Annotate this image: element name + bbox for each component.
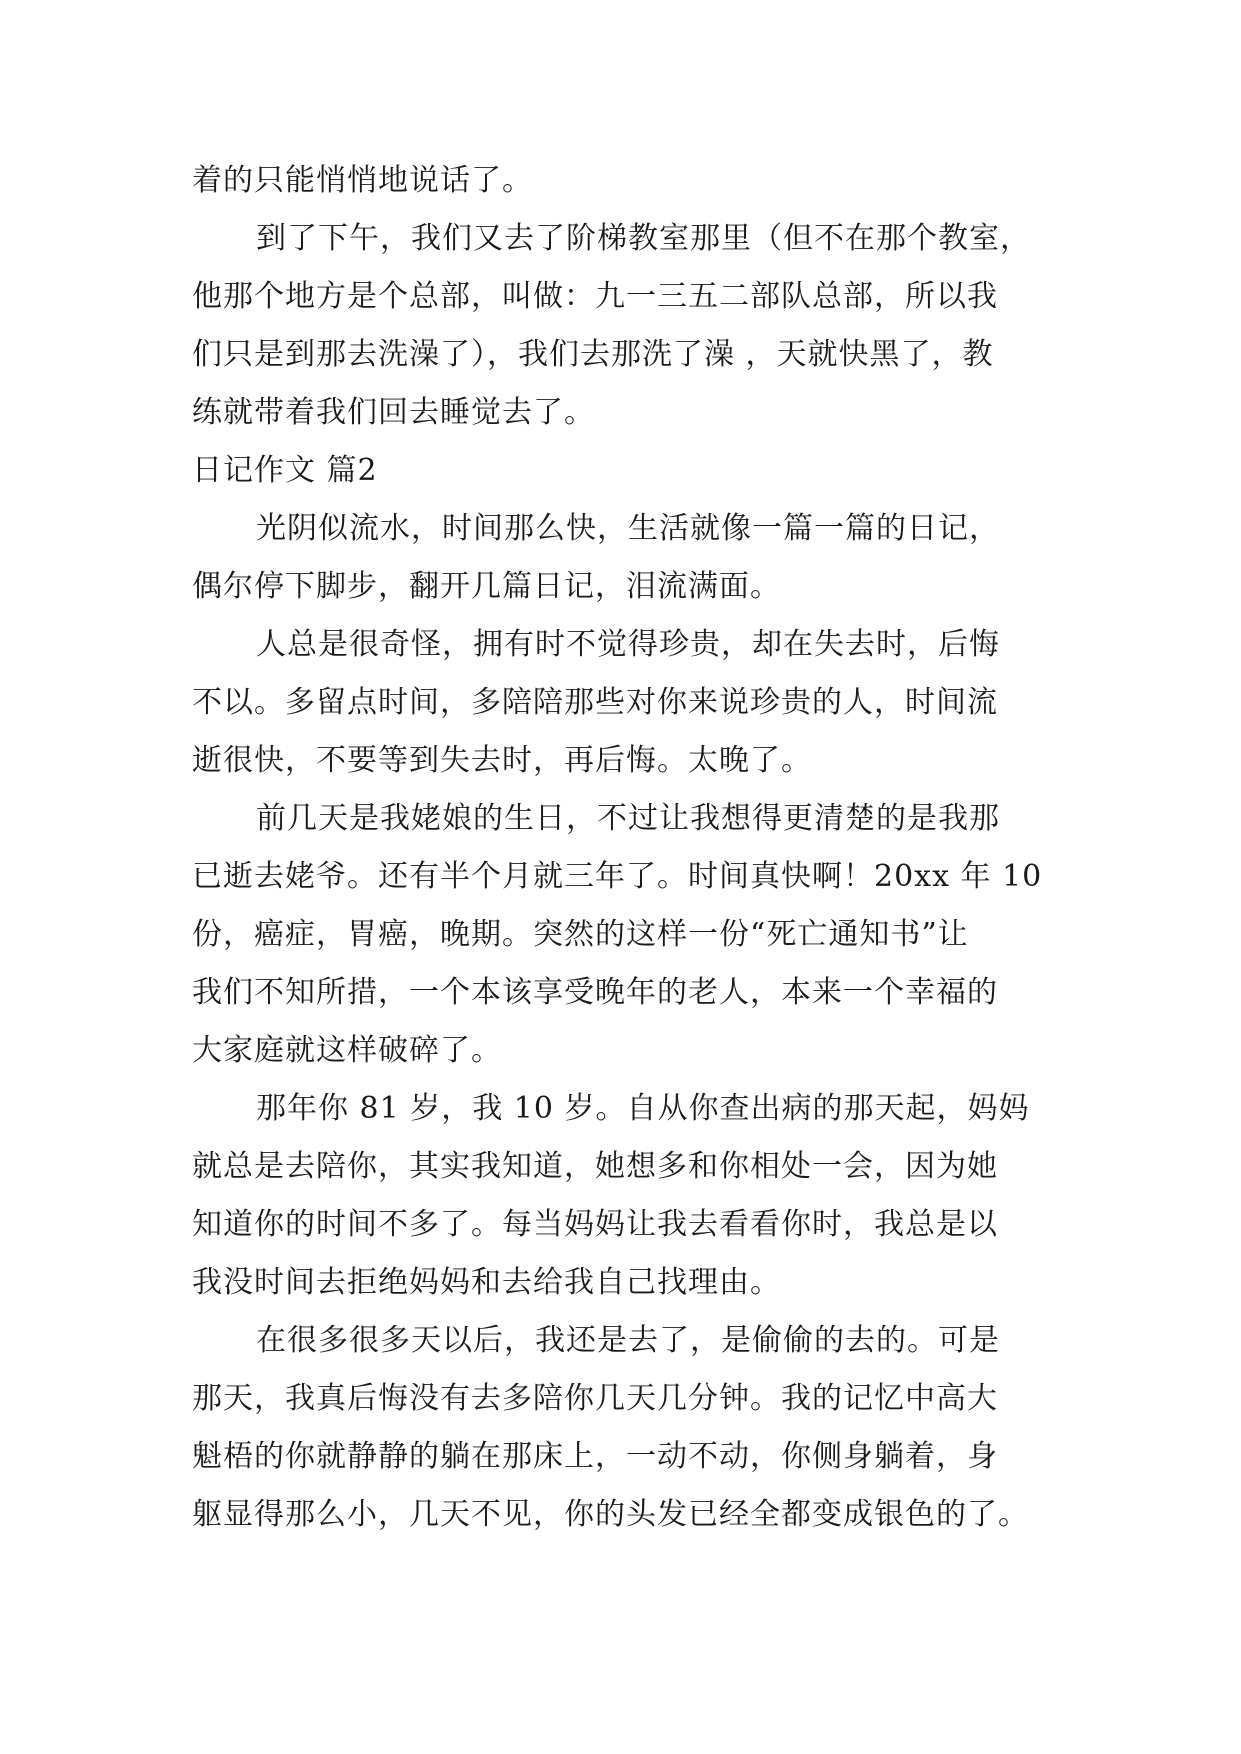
text-line: 我没时间去拒绝妈妈和去给我自己找理由。 <box>192 1265 781 1300</box>
text-line: 那天，我真后悔没有去多陪你几天几分钟。我的记忆中高大 <box>192 1381 998 1416</box>
text-line: 已逝去姥爷。还有半个月就三年了。时间真快啊！20xx 年 10 <box>192 859 1043 894</box>
text-line: 着的只能悄悄地说话了。 <box>192 163 533 198</box>
text-line: 偶尔停下脚步，翻开几篇日记，泪流满面。 <box>192 569 781 604</box>
text-line: 前几天是我姥娘的生日，不过让我想得更清楚的是我那 <box>256 801 1000 836</box>
text-line: 们只是到那去洗澡了），我们去那洗了澡 ，天就快黑了，教 <box>192 337 994 372</box>
text-line: 大家庭就这样破碎了。 <box>192 1033 502 1068</box>
text-line: 练就带着我们回去睡觉去了。 <box>192 395 595 430</box>
text-line: 躯显得那么小，几天不见，你的头发已经全都变成银色的了。 <box>192 1497 1029 1532</box>
text-line: 份，癌症，胃癌，晚期。突然的这样一份“死亡通知书”让 <box>192 917 969 952</box>
text-line: 逝很快，不要等到失去时，再后悔。太晚了。 <box>192 743 812 778</box>
text-line: 魁梧的你就静静的躺在那床上，一动不动，你侧身躺着，身 <box>192 1439 998 1474</box>
text-line: 不以。多留点时间，多陪陪那些对你来说珍贵的人，时间流 <box>192 685 998 720</box>
text-line: 知道你的时间不多了。每当妈妈让我去看看你时，我总是以 <box>192 1207 998 1242</box>
text-line: 光阴似流水，时间那么快，生活就像一篇一篇的日记， <box>256 511 1000 546</box>
text-line: 他那个地方是个总部，叫做：九一三五二部队总部，所以我 <box>192 279 998 314</box>
text-line: 在很多很多天以后，我还是去了，是偷偷的去的。可是 <box>256 1323 1000 1358</box>
text-line: 就总是去陪你，其实我知道，她想多和你相处一会，因为她 <box>192 1149 998 1184</box>
text-line: 人总是很奇怪，拥有时不觉得珍贵，却在失去时，后悔 <box>256 627 1000 662</box>
document-page <box>192 152 1062 1544</box>
section-heading: 日记作文 篇2 <box>192 453 378 488</box>
text-line: 那年你 81 岁，我 10 岁。自从你查出病的那天起，妈妈 <box>256 1091 1030 1126</box>
text-line: 到了下午，我们又去了阶梯教室那里（但不在那个教室， <box>256 221 1031 256</box>
text-line: 我们不知所措，一个本该享受晚年的老人，本来一个幸福的 <box>192 975 998 1010</box>
